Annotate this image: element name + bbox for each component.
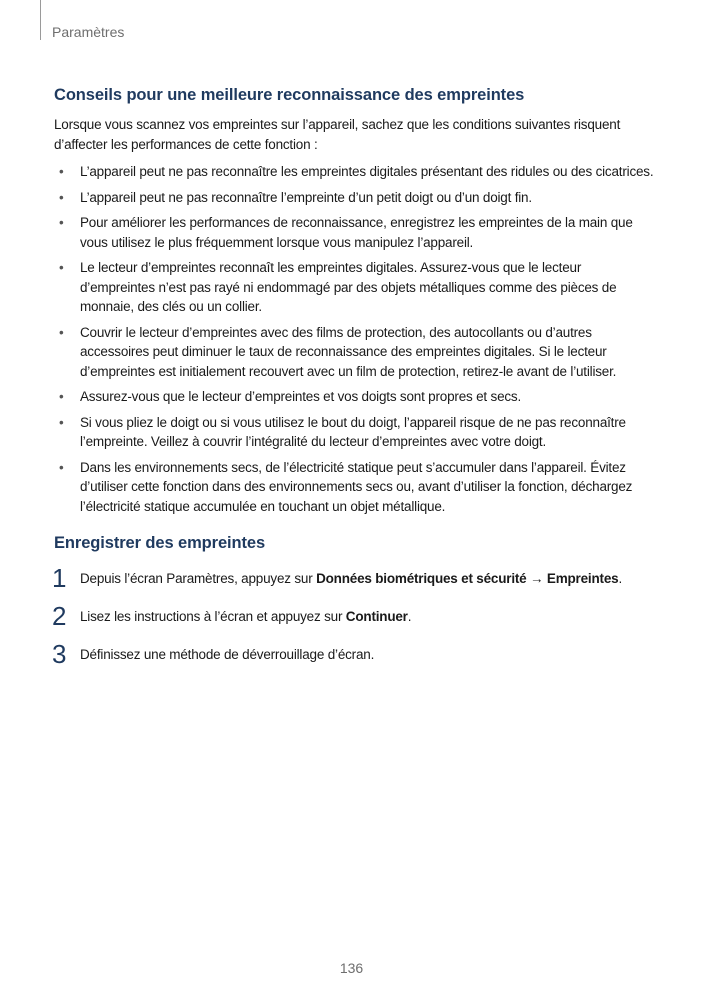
list-item <box>54 258 654 317</box>
list-item <box>54 162 654 182</box>
step-text: Définissez une méthode de déverrouillage d’écran. <box>80 647 375 662</box>
step-item <box>52 563 654 593</box>
section-title-tips: Conseils pour une meilleure reconnaissance des empreintes <box>54 86 525 104</box>
tip-text: Si vous pliez le doigt ou si vous utilisez le bout du doigt, l’appareil risque de ne pas reconnaître l’empreinte. Veillez à couvrir l’intégralité du lecteur d’empreintes avec votre doigt. <box>80 414 626 449</box>
tip-text: Le lecteur d’empreintes reconnaît les empreintes digitales. Assurez-vous que le lecteur d’empreintes n’est pas rayé ni endommagé par des objets métalliques comme des pièces de monnaie, des clés ou un collier. <box>80 260 617 314</box>
list-item <box>54 213 654 252</box>
list-item <box>54 458 654 517</box>
continue-label: Continuer <box>345 609 408 624</box>
step-number: 3 <box>52 639 67 669</box>
bullet-icon: • <box>59 215 64 230</box>
bullet-icon: • <box>59 414 64 430</box>
intro-paragraph: Lorsque vous scannez vos empreintes sur l’appareil, sachez que les conditions suivantes risquent d’affecter les performances de cette fonction : <box>54 117 621 152</box>
step-number: 2 <box>52 601 67 631</box>
tip-text: Pour améliorer les performances de reconnaissance, enregistrez les empreintes de la main que vous utilisez le plus fréquemment lorsque vous manipulez l’appareil. <box>80 215 633 250</box>
header-title: Paramètres <box>52 24 125 40</box>
bullet-icon: • <box>59 189 64 205</box>
steps-list <box>52 563 654 669</box>
section-title-register: Enregistrer des empreintes <box>54 534 266 552</box>
menu-path-biometrics: Données biométriques et sécurité <box>316 571 527 586</box>
tip-text: L’appareil peut ne pas reconnaître l’empreinte d’un petit doigt ou d’un doigt fin. <box>80 189 532 205</box>
tips-list <box>54 162 654 516</box>
bullet-icon: • <box>59 389 64 404</box>
main-content <box>54 86 654 681</box>
step-text: Depuis l’écran Paramètres, appuyez sur <box>80 571 317 586</box>
bullet-icon: • <box>59 324 64 340</box>
tip-text: Dans les environnements secs, de l’électricité statique peut s’accumuler dans l’appareil. Évitez d’utiliser cette fonction dans des environnements secs ou, avant d’utiliser la fonction, déchargez l’électricité statique accumulée en touchant un objet métallique. <box>80 459 633 514</box>
arrow-icon: → <box>526 571 547 586</box>
menu-path-fingerprints: Empreintes <box>546 571 619 586</box>
header-divider <box>40 0 41 40</box>
bullet-icon: • <box>59 459 64 475</box>
bullet-icon: • <box>59 260 64 275</box>
tip-text: L’appareil peut ne pas reconnaître les empreintes digitales présentant des ridules ou des cicatrices. <box>80 164 654 179</box>
tip-text: Assurez-vous que le lecteur d’empreintes et vos doigts sont propres et secs. <box>80 389 522 404</box>
step-item <box>52 639 654 669</box>
page-number: 136 <box>339 960 364 976</box>
bullet-icon: • <box>59 164 64 179</box>
list-item <box>54 413 654 452</box>
list-item <box>54 387 654 407</box>
tip-text: Couvrir le lecteur d’empreintes avec des films de protection, des autocollants ou d’autres accessoires peut diminuer le taux de reconnaissance des empreintes digitales. Si le lecteur d’empreintes est initialement recouvert avec un film de protection, retirez-le avant de l’utiliser. <box>80 324 617 379</box>
step-text: Lisez les instructions à l’écran et appuyez sur <box>80 609 346 624</box>
step-number: 1 <box>52 563 67 593</box>
step-text-end: . <box>618 571 622 586</box>
list-item <box>54 188 654 208</box>
step-text-end: . <box>407 609 412 624</box>
step-item <box>52 601 654 631</box>
list-item <box>54 323 654 382</box>
